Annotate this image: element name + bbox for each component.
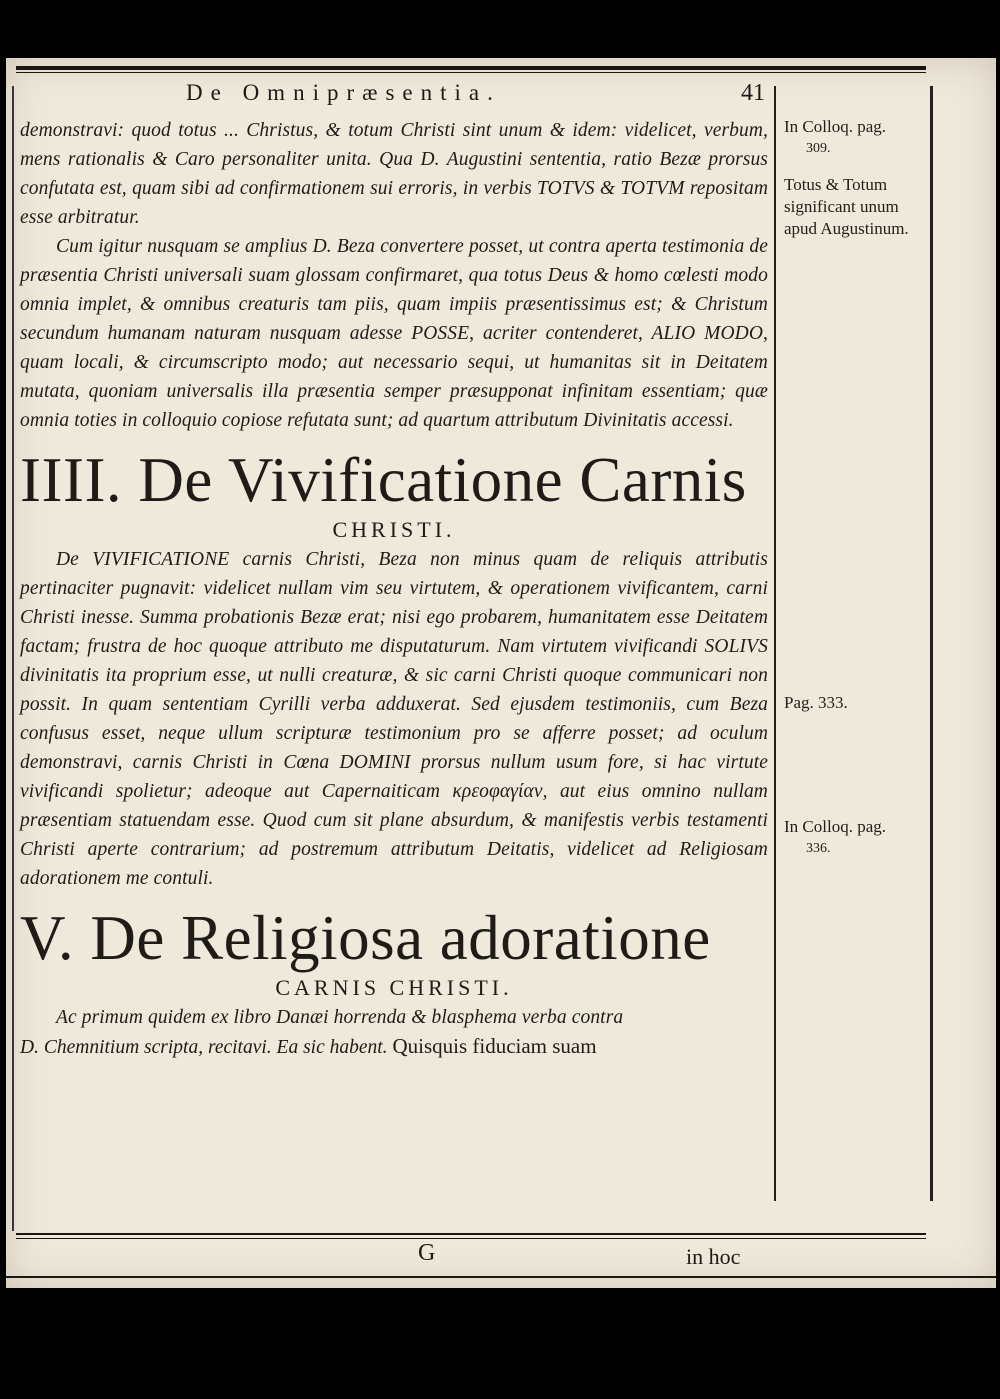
page-number: 41 <box>741 80 765 106</box>
catchword: in hoc <box>686 1244 741 1269</box>
column-divider <box>774 86 776 1201</box>
section-heading-5: V. De Religiosa adoratione <box>20 903 711 973</box>
left-margin-line <box>12 86 14 1231</box>
margin-note-text: In Colloq. pag. <box>784 117 886 136</box>
margin-note-pag-333: Pag. 333. <box>784 693 848 712</box>
paragraph-5-roman: Quisquis fiduciam suam <box>392 1034 597 1058</box>
paragraph-4: Ac primum quidem ex libro Danæi horrenda & blasphema verba contra <box>56 1007 624 1028</box>
paragraph-5-italic: D. Chemnitium scripta, recitavi. Ea sic habent. <box>20 1037 388 1058</box>
running-title: De Omnipræsentia. <box>186 80 501 105</box>
signature-mark: G <box>418 1240 436 1266</box>
margin-note-colloq-309 <box>784 116 928 160</box>
main-text-column <box>20 116 768 1062</box>
paragraph-5 <box>20 1032 768 1062</box>
bottom-rule <box>16 1233 926 1235</box>
paragraph-1: demonstravi: quod totus ... Christus, & totum Christi sint unum & idem: videlicet, verbum, mens rationalis & Caro personaliter unita. Qua D. Augustini sententia, ratio Bezæ prorsus confutata est, quam sibi ad confirmationem sui erroris, in verbis TOTVS & TOTVM repositam esse arbitratur. <box>20 120 768 228</box>
margin-note-totus-totum: Totus & Totum significant unum apud Augustinum. <box>784 175 909 238</box>
foot-rule <box>6 1276 996 1278</box>
section-subheading-4: CHRISTI. <box>332 517 456 542</box>
section-heading-4: IIII. De Vivificatione Carnis <box>20 445 747 515</box>
margin-note-page: 309. <box>806 141 831 156</box>
paragraph-2: Cum igitur nusquam se amplius D. Beza convertere posset, ut contra aperta testimonia de præsentia Christi universali suam glossam confirmaret, qua totus Deus & homo cœlesti modo omnia implet, & omnibus creaturis tam piis, quam impiis præsentissimus est; & Christum secundum humanam naturam nusquam adesse POSSE, acriter contenderet, ALIO MODO, quam locali, & circumscripto modo; aut necessario sequi, ut humanitas sit in Deitatem mutata, quoniam universalis illa præsentia semper præsupponat infinitam essentiam; quæ omnia toties in colloquio copiose refutata sunt; ad quartum attributum Divinitatis accessi. <box>20 236 768 431</box>
margin-note-text: In Colloq. pag. <box>784 817 886 836</box>
book-page <box>6 58 996 1288</box>
top-rule <box>16 66 926 70</box>
margin-note-page: 336. <box>806 841 831 856</box>
bottom-rule-thin <box>16 1238 926 1239</box>
top-rule-thin <box>16 72 926 73</box>
margin-note-colloq-336 <box>784 816 928 860</box>
right-edge-line <box>930 86 933 1201</box>
section-subheading-5: CARNIS CHRISTI. <box>275 975 513 1000</box>
paragraph-3: De VIVIFICATIONE carnis Christi, Beza non minus quam de reliquis attributis pertinaciter pugnavit: videlicet nullam vim seu virtutem, & operationem vivificantem, carni Christi inesse. Summa probationis Bezæ erat; nisi ego probarem, humanitatem esse Deitatem factam; frustra de hoc quoque attributo me disputaturum. Nam virtutem vivificandi SOLIVS divinitatis ita proprium esse, ut nulli creaturæ, & sic carni Christi quoque communicari non possit. In quam sententiam Cyrilli verba adduxerat. Sed ejusdem testimoniis, cum Beza confusus esset, neque ullum scripturæ testimonium pro se afferre posset; ad oculum demonstravi, carnis Christi in Cœna DOMINI prorsus nullum usum fore, si hac virtute vivificandi spolietur; adeoque aut Capernaiticam κρεοφαγίαν, aut eius omnino nullam præsentiam statuendam esse. Quod cum sit plane absurdum, & manifestis verbis testamenti Christi aperte contrarium; ad postremum attributum Deitatis, videlicet ad Religiosam adorationem me contuli. <box>20 549 768 889</box>
